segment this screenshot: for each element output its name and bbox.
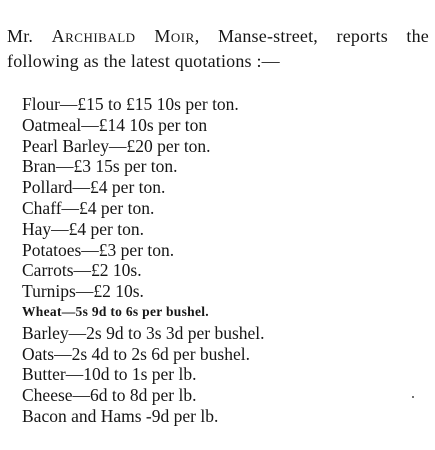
intro-text: , Manse-street, reports the following as the latest quotations :— (7, 26, 429, 71)
quotation-bran: Bran—£3 15s per ton. (22, 156, 178, 177)
quotation-hay: Hay—£4 per ton. (22, 218, 144, 239)
print-speck (412, 396, 414, 398)
quotation-bacon-and-hams: Bacon and Hams -9d per lb. (22, 405, 219, 426)
quotation-pollard: Pollard—£4 per ton. (22, 177, 166, 198)
quotation-flour: Flour—£15 to £15 10s per ton. (22, 94, 239, 114)
quotation-oatmeal: Oatmeal—£14 10s per ton (22, 114, 208, 135)
quotation-turnips: Turnips—£2 10s. (22, 281, 144, 302)
quotation-barley: Barley—2s 9d to 3s 3d per bushel. (22, 322, 265, 343)
quotations-list (22, 94, 265, 427)
quotation-butter: Butter—10d to 1s per lb. (22, 364, 197, 385)
quotation-chaff: Chaff—£4 per ton. (22, 197, 155, 218)
quotation-potatoes: Potatoes—£3 per ton. (22, 239, 175, 260)
quotation-oats: Oats—2s 4d to 2s 6d per bushel. (22, 343, 250, 364)
intro-paragraph (7, 24, 429, 74)
quotation-carrots: Carrots—£2 10s. (22, 260, 142, 281)
quotation-pearl-barley: Pearl Barley—£20 per ton. (22, 135, 211, 156)
quotation-cheese: Cheese—6d to 8d per lb. (22, 385, 197, 406)
merchant-name: Archibald Moir (51, 26, 195, 46)
intro-prefix: Mr. (7, 26, 34, 46)
quotation-wheat: Wheat—5s 9d to 6s per bushel. (22, 303, 209, 319)
